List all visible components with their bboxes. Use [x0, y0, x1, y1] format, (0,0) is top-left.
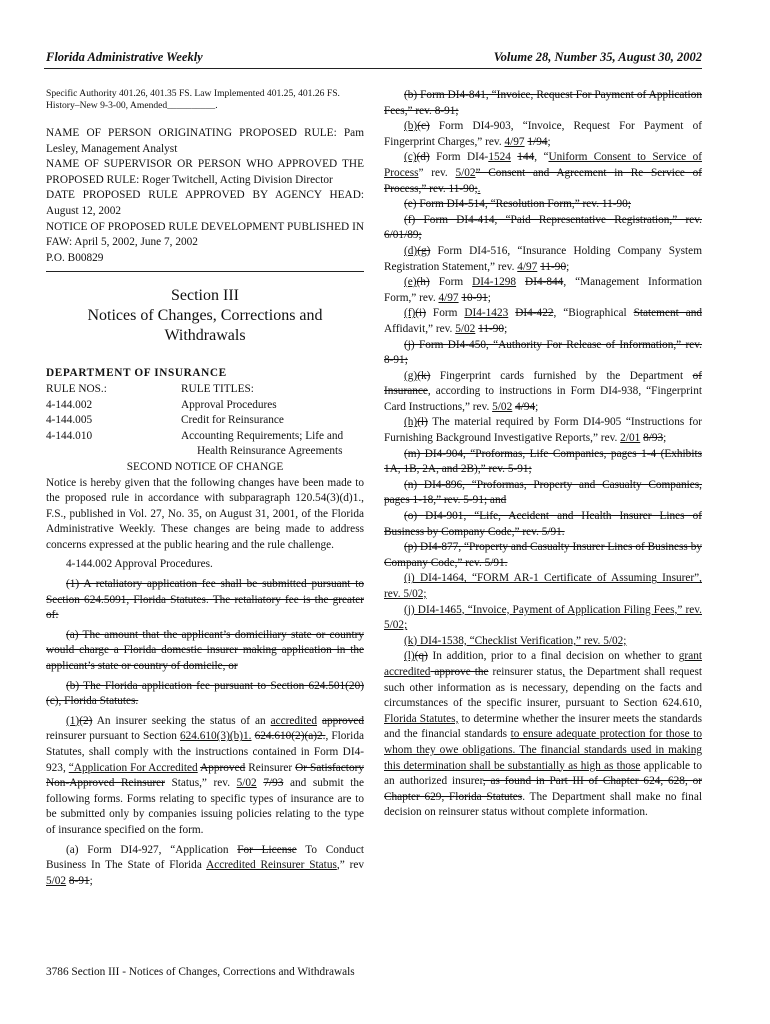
deleted-paragraph: (m) DI4-904, “Proformas, Life Companies, pages 1-4 (Exhibits 1A, 1B, 2A, and 2B),” rev. 5-91; [384, 447, 702, 476]
amended-paragraph: (f)(i) Form DI4-1423 DI4-422, “Biographical Statement and Affidavit,” rev. 5/02 11-90; [384, 307, 703, 335]
deleted-paragraph: (e) Form DI4-514, “Resolution Form,” rev. 11-90; [404, 198, 631, 211]
right-column [384, 88, 702, 821]
amended-paragraph: (e)(h) Form DI4-1298 DI4-844, “Management Information Form,” rev. 4/97 10-91; [384, 276, 703, 304]
rule-number: 4-144.002 [46, 398, 93, 411]
rule-number: 4-144.005 [46, 414, 93, 427]
deleted-paragraph: (b) The Florida application fee pursuant to Section 624.501(20)(c), Florida Statutes. [46, 679, 364, 708]
added-paragraph: (i) DI4-1464, “FORM AR-1 Certificate of Assuming Insurer”, rev. 5/02; [384, 572, 702, 600]
amended-paragraph: (a) Form DI4-927, “Application For License To Conduct Business In The State of Florida Accredited Reinsurer Status,” rev 5/02 8-91; [46, 843, 364, 887]
rule-section-title: 4-144.002 Approval Procedures. [66, 558, 213, 571]
originator-line: NAME OF PERSON ORIGINATING PROPOSED RULE: Pam Lesley, Management Analyst [46, 127, 364, 155]
page-header-right: Volume 28, Number 35, August 30, 2002 [493, 50, 702, 64]
rule-title: Credit for Reinsurance [181, 414, 284, 427]
rule-title-continued: Health Reinsurance Agreements [197, 445, 343, 458]
deleted-paragraph: (j) Form DI4-450, “Authority For Release of Information,” rev. 8-91; [384, 338, 702, 367]
added-paragraph: (j) DI4-1465, “Invoice, Payment of Application Filing Fees,” rev. 5/02; [384, 603, 702, 632]
section-title: Section III Notices of Changes, Corrections and Withdrawals [87, 287, 323, 345]
notice-paragraph: Notice is hereby given that the following changes have been made to the proposed rule in accordance with subparagraph 120.54(3)(d)1., F.S., published in Vol. 27, No. 35, on August 31, 2001, of the Florida Administrative Weekly. These changes are being made to address concerns expressed at the public hearing and the rule challenge. [46, 476, 364, 551]
deleted-paragraph: (o) DI4-901, “Life, Accident and Health Insurer Lines of Business by Company Code,” rev. 5/91. [384, 510, 702, 538]
amended-paragraph: (d)(g) Form DI4-516, “Insurance Holding Company System Registration Statement,” rev. 4/97 11-90; [384, 244, 702, 273]
rules-table [46, 382, 343, 460]
rule-title: Approval Procedures [181, 398, 277, 411]
po-number: P.O. B00829 [46, 251, 104, 264]
approval-date-line: DATE PROPOSED RULE APPROVED BY AGENCY HEAD: August 12, 2002 [46, 189, 364, 217]
rule-nos-label: RULE NOS.: [46, 382, 107, 395]
amended-paragraph: (1)(2) An insurer seeking the status of an accredited approved reinsurer pursuant to Section 624.610(3)(b)1. 624.610(2)(a)2., Florida Statutes, shall comply with the instructions contained in Form DI4-923, “Application For Accredited Approved Reinsurer Or Satisfactory Non-Approved Reinsurer Status,” rev. 5/02 7/93 and submit the following forms. Forms relating to specific types of insurance are to be submitted only by companies issuing policies relating to the type of insurance specified on the form. [46, 714, 365, 836]
department-heading: DEPARTMENT OF INSURANCE [46, 367, 227, 380]
amended-paragraph: (l)(q) In addition, prior to a final decision on whether to grant accredited approve the reinsurer status, the Department shall request such other information as is necessary, depending on the facts and circumstances of the specific insurer, pursuant to Section 624.610, Florida Statutes, to determine whether the insurer meets the standards and the financial standards to ensure adequate protection for those to whom they owe obligations. The financial standards used in making this determination shall be substantially as high as those applicable to an authorized insurer, as found in Part III of Chapter 624, 628, or Chapter 629, Florida Statutes. The Department shall make no final decision on reinsurer status without complete information. [384, 650, 703, 819]
header-divider [44, 68, 702, 69]
second-notice-heading: SECOND NOTICE OF CHANGE [126, 460, 284, 473]
amended-paragraph: (b)(c) Form DI4-903, “Invoice, Request For Payment of Fingerprint Charges,” rev. 4/97 1/94; [384, 120, 702, 148]
rule-titles-label: RULE TITLES: [181, 382, 254, 395]
amended-paragraph: (c)(d) Form DI4-1524 144, “Uniform Consent to Service of Process” rev. 5/02” Consent and Agreement in Re Service of Process,” rev. 11-90;. [384, 151, 702, 195]
deleted-paragraph: (f) Form DI4-414, “Paid Representative Registration,” rev. 6/01/89; [384, 213, 702, 242]
amended-paragraph: (h)(l) The material required by Form DI4-905 “Instructions for Furnishing Background Investigative Reports,” rev. 2/01 8/93; [384, 416, 702, 445]
section-divider [46, 271, 364, 272]
rule-title: Accounting Requirements; Life and [181, 429, 344, 442]
deleted-paragraph: (1) A retaliatory application fee shall be submitted pursuant to Section 624.5091, Florida Statutes. The retaliatory fee is the greater of: [46, 578, 364, 622]
deleted-paragraph: (n) DI4-896, “Proformas, Property and Casualty Companies, pages 1-18,” rev. 5-91; and [384, 478, 702, 507]
amended-paragraph: (g)(k) Fingerprint cards furnished by the Department of Insurance, according to instructions in Form DI4-938, “Fingerprint Card Instructions,” rev. 5/02 4/94; [384, 369, 702, 413]
deleted-paragraph: (a) The amount that the applicant’s domiciliary state or country would charge a Florida domestic insurer making application in the applicant’s state or country of domicile, or [46, 628, 364, 673]
left-column [46, 88, 364, 889]
specific-authority: Specific Authority 401.26, 401.35 FS. Law Implemented 401.25, 401.26 FS. History–New 9-3-00, Amended__________. [46, 88, 340, 111]
development-notice-line: NOTICE OF PROPOSED RULE DEVELOPMENT PUBLISHED IN FAW: April 5, 2002, June 7, 2002 [46, 220, 364, 249]
rule-number: 4-144.010 [46, 429, 93, 442]
page-footer: 3786 Section III - Notices of Changes, Corrections and Withdrawals [46, 966, 355, 978]
page-header-left: Florida Administrative Weekly [46, 50, 203, 64]
added-paragraph: (k) DI4-1538, “Checklist Verification,” rev. 5/02; [404, 634, 627, 647]
deleted-paragraph: (p) DI4-877, “Property and Casualty Insurer Lines of Business by Company Code,” rev. 5/91. [384, 541, 702, 569]
deleted-paragraph: (b) Form DI4-841, “Invoice, Request For Payment of Application Fees,” rev. 8-91; [384, 89, 702, 117]
supervisor-line: NAME OF SUPERVISOR OR PERSON WHO APPROVED THE PROPOSED RULE: Roger Twitchell, Acting Division Director [46, 158, 364, 186]
